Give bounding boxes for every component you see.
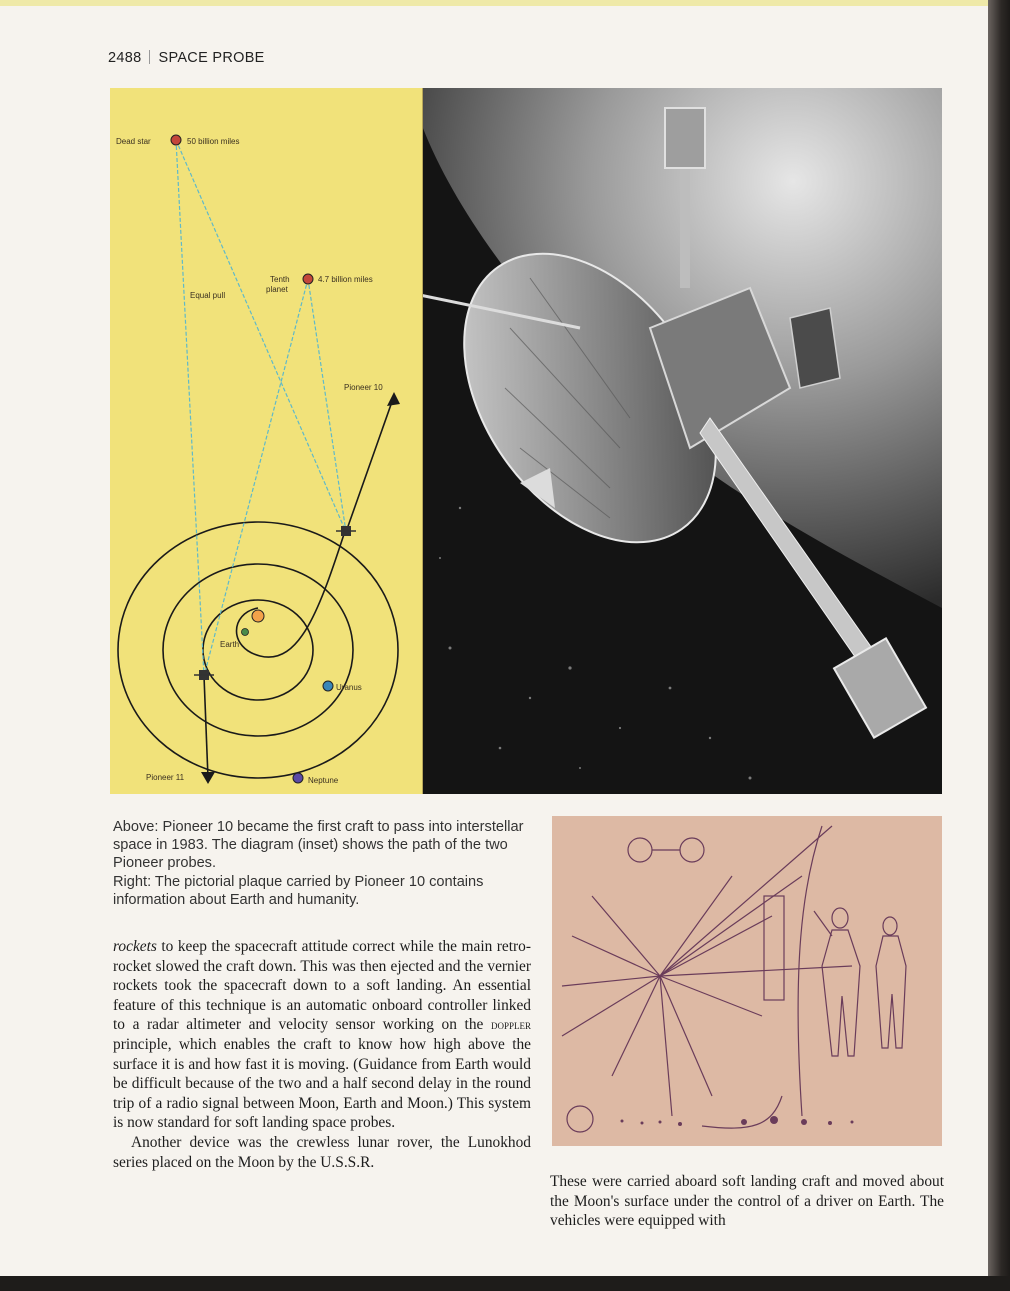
paragraph-1-text-a: to keep the spacecraft attitude correct while the main retro-rocket slowed the craft down. This was then ejected and the vernier rockets took the spacecraft down to a soft landing. An essential feature of this technique is an automatic onboard controller linked to a radar altimeter and velocity sensor working on the: [113, 938, 531, 1034]
planet-orbits: [118, 522, 398, 778]
earth-marker: [242, 629, 249, 636]
pioneer-10-label: Pioneer 10: [344, 383, 383, 392]
tenth-planet-marker: [303, 274, 313, 284]
term-doppler: doppler: [490, 1017, 531, 1033]
dead-star-label: Dead star: [116, 137, 151, 146]
article-column-left: [113, 937, 531, 1172]
caption-right: Right: The pictorial plaque carried by Pioneer 10 contains information about Earth and humanity.: [113, 873, 484, 908]
rtg-unit-upper: [665, 108, 705, 168]
trajectory-diagram: [110, 88, 422, 794]
page-number: 2488: [108, 50, 142, 66]
pioneer-10-arrow-icon: [387, 392, 400, 406]
dead-star-distance-label: 50 billion miles: [187, 137, 240, 146]
page-top-edge: [0, 0, 990, 6]
term-rockets: rockets: [113, 938, 157, 955]
neptune-label: Neptune: [308, 776, 339, 785]
plaque-lines: [562, 826, 906, 1132]
probe-paths: [204, 396, 394, 778]
neptune-marker: [293, 773, 303, 783]
book-spine: [988, 0, 1010, 1291]
dead-star-marker: [171, 135, 181, 145]
figure-caption: [113, 818, 533, 909]
plaque-engraving: [552, 816, 942, 1146]
gravity-pull-lines: [176, 140, 346, 676]
human-figures: [814, 908, 906, 1056]
pioneer-11-arrow-icon: [201, 772, 215, 784]
uranus-marker: [323, 681, 333, 691]
paragraph-1-text-b: principle, which enables the craft to know how high above the surface it is and how fast it is moving. (Guidance from Earth would be difficult because of the two and a half second delay in the round trip of a radio signal between Moon, Earth and Moon.) This system is now standard for soft landing space probes.: [113, 1035, 531, 1132]
equal-pull-label: Equal pull: [190, 291, 226, 300]
paragraph-2: Another device was the crewless lunar rover, the Lunokhod series placed on the Moon by the U.S.S.R.: [113, 1133, 531, 1171]
uranus-label: Uranus: [336, 683, 362, 692]
pulsar-map: [562, 826, 852, 1116]
tenth-planet-label-line1: Tenth: [270, 275, 290, 284]
section-title: SPACE PROBE: [158, 50, 265, 66]
article-column-right: [550, 1172, 944, 1231]
running-head: [108, 50, 265, 66]
tenth-planet-label-line2: planet: [266, 285, 288, 294]
pioneer-10-craft-icon: [336, 526, 356, 536]
earth-label: Earth: [220, 640, 240, 649]
tenth-planet-distance-label: 4.7 billion miles: [318, 275, 373, 284]
pioneer-11-label: Pioneer 11: [146, 773, 185, 782]
page-bottom-edge: [0, 1276, 1010, 1291]
solar-system-dots: [621, 1116, 854, 1126]
paragraph-3: These were carried aboard soft landing craft and moved about the Moon's surface under the control of a driver on Earth. The vehicles were equipped with: [550, 1173, 944, 1230]
pioneer-11-craft-icon: [194, 670, 214, 680]
sun-marker: [252, 610, 264, 622]
pioneer-plaque-image: [552, 816, 942, 1146]
header-divider: [149, 50, 150, 64]
trajectory-inset-diagram: [110, 88, 423, 794]
caption-above: Above: Pioneer 10 became the first craft to pass into interstellar space in 1983. The diagram (inset) shows the path of the two Pioneer probes.: [113, 819, 524, 872]
paragraph-1: [113, 937, 531, 1133]
